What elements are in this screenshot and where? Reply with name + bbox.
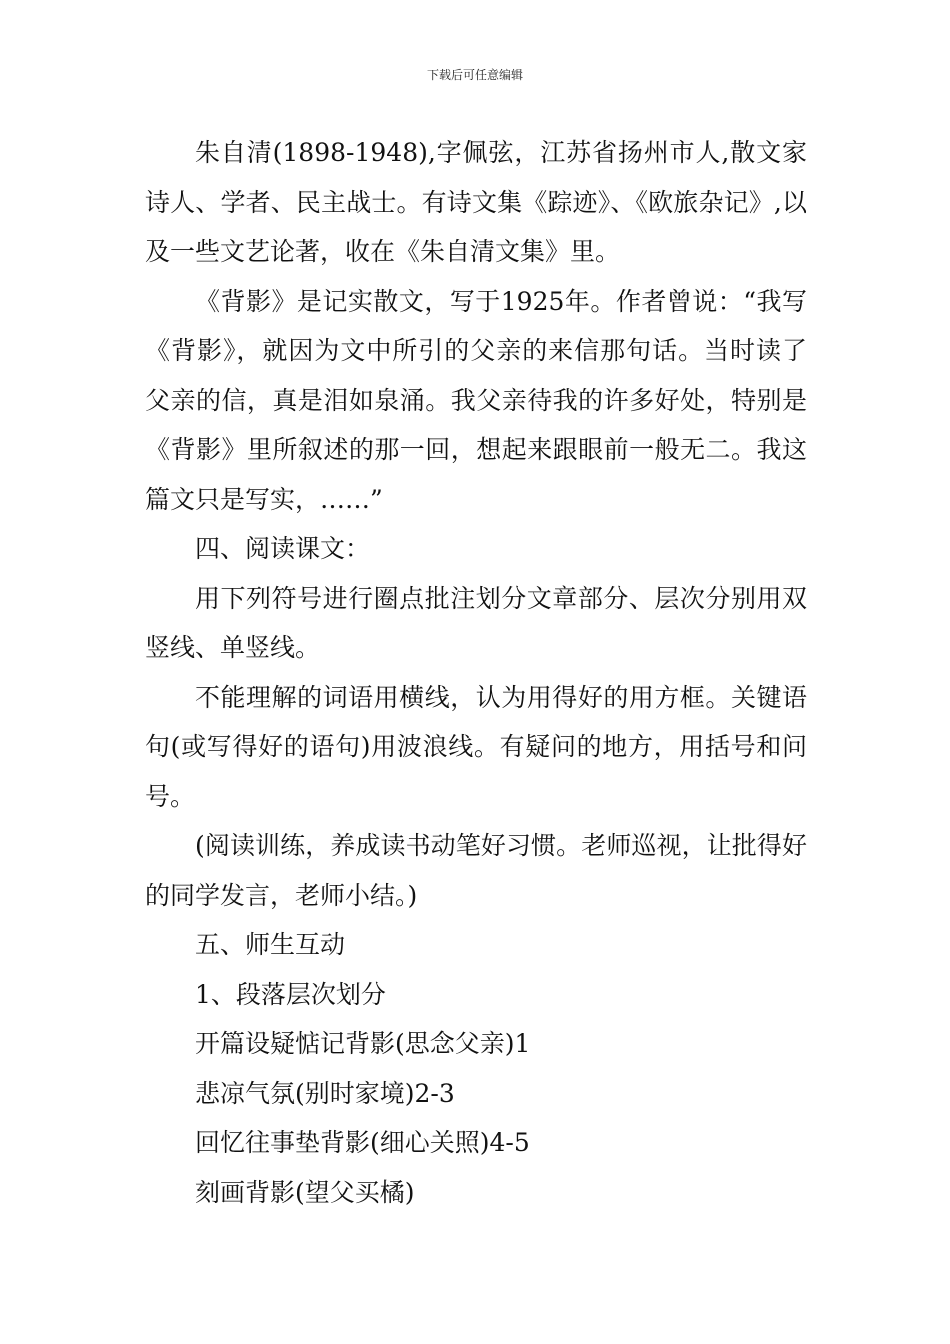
paragraph-marking-instructions: 不能理解的词语用横线，认为用得好的用方框。关键语句(或写得好的语句)用波浪线。有疑问的地方，用括号和问号。 [145,682,807,811]
header-note: 下载后可任意编辑 [426,68,523,82]
section-heading-reading: 四、阅读课文： [195,534,371,563]
paragraph-annotation-instructions: 用下列符号进行圈点批注划分文章部分、层次分别用双竖线、单竖线。 [145,583,807,662]
outline-item-2: 悲凉气氛(别时家境)2-3 [195,1078,455,1108]
outline-item-1: 开篇设疑惦记背影(思念父亲)1 [195,1029,531,1058]
section-heading-interaction: 五、师生互动 [195,930,346,959]
subheading-paragraph-division: 1、段落层次划分 [195,979,386,1009]
paragraph-background: 《背影》是记实散文，写于1925年。作者曾说：“我写《背影》，就因为文中所引的父亲的来信那句话。当时读了父亲的信，真是泪如泉涌。我父亲待我的许多好处，特别是《背影》里所叙述的那一回，想起来跟眼前一般无二。我这篇文只是写实，……” [145,286,807,514]
outline-item-4: 刻画背影(望父买橘) [195,1177,415,1207]
paragraph-reading-training: (阅读训练，养成读书动笔好习惯。老师巡视，让批得好的同学发言，老师小结。) [145,831,807,910]
outline-item-3: 回忆往事垫背影(细心关照)4-5 [195,1128,530,1157]
paragraph-author-intro: 朱自清(1898-1948),字佩弦，江苏省扬州市人,散文家诗人、学者、民主战士。有诗文集《踪迹》、《欧旅杂记》,以及一些文艺论著，收在《朱自清文集》里。 [145,138,807,266]
document-body [145,128,807,1217]
